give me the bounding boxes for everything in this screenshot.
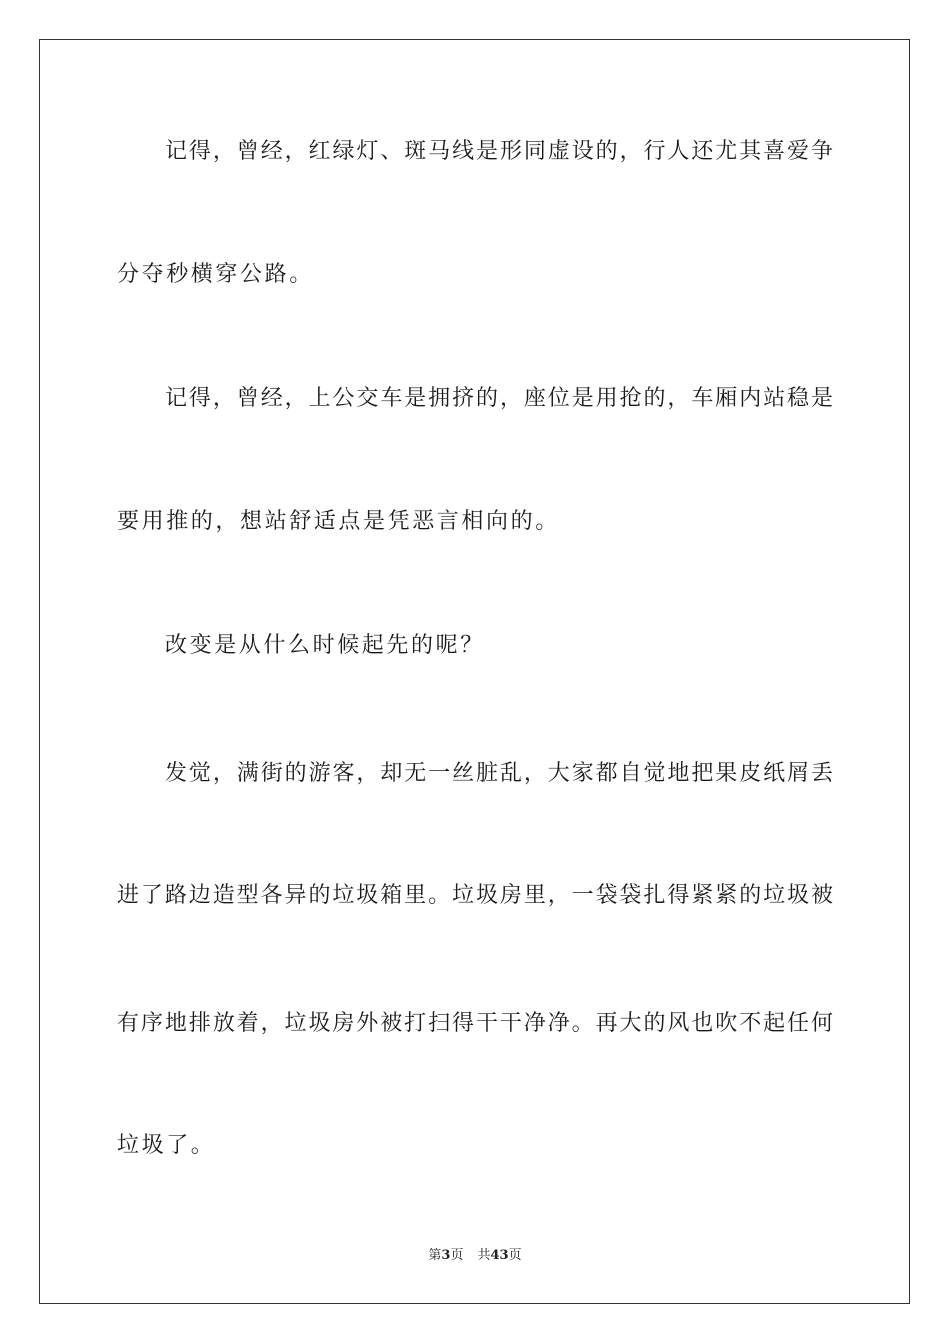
page-suffix: 页 [450, 1248, 464, 1263]
paragraph-2-line-1: 记得，曾经，上公交车是拥挤的，座位是用抢的，车厢内站稳是 [165, 386, 833, 411]
total-suffix: 页 [508, 1248, 522, 1263]
total-pages: 43 [490, 1248, 509, 1263]
paragraph-4-line-4: 垃圾了。 [117, 1133, 216, 1158]
page-number: 3 [441, 1248, 451, 1263]
paragraph-4-line-1: 发觉，满街的游客，却无一丝脏乱，大家都自觉地把果皮纸屑丢 [165, 761, 833, 786]
paragraph-1-line-2: 分夺秒横穿公路。 [117, 262, 314, 287]
page-border [39, 39, 910, 1304]
paragraph-3-line-1: 改变是从什么时候起先的呢？ [165, 633, 485, 658]
paragraph-2-line-2: 要用推的，想站舒适点是凭恶言相向的。 [117, 509, 560, 534]
total-prefix: 共 [477, 1248, 491, 1263]
paragraph-4-line-3: 有序地排放着，垃圾房外被打扫得干干净净。再大的风也吹不起任何 [117, 1011, 833, 1036]
page-footer [0, 1246, 950, 1266]
page-prefix: 第 [428, 1248, 442, 1263]
paragraph-1-line-1: 记得，曾经，红绿灯、斑马线是形同虚设的，行人还尤其喜爱争 [165, 139, 833, 164]
paragraph-4-line-2: 进了路边造型各异的垃圾箱里。垃圾房里，一袋袋扎得紧紧的垃圾被 [117, 883, 833, 908]
